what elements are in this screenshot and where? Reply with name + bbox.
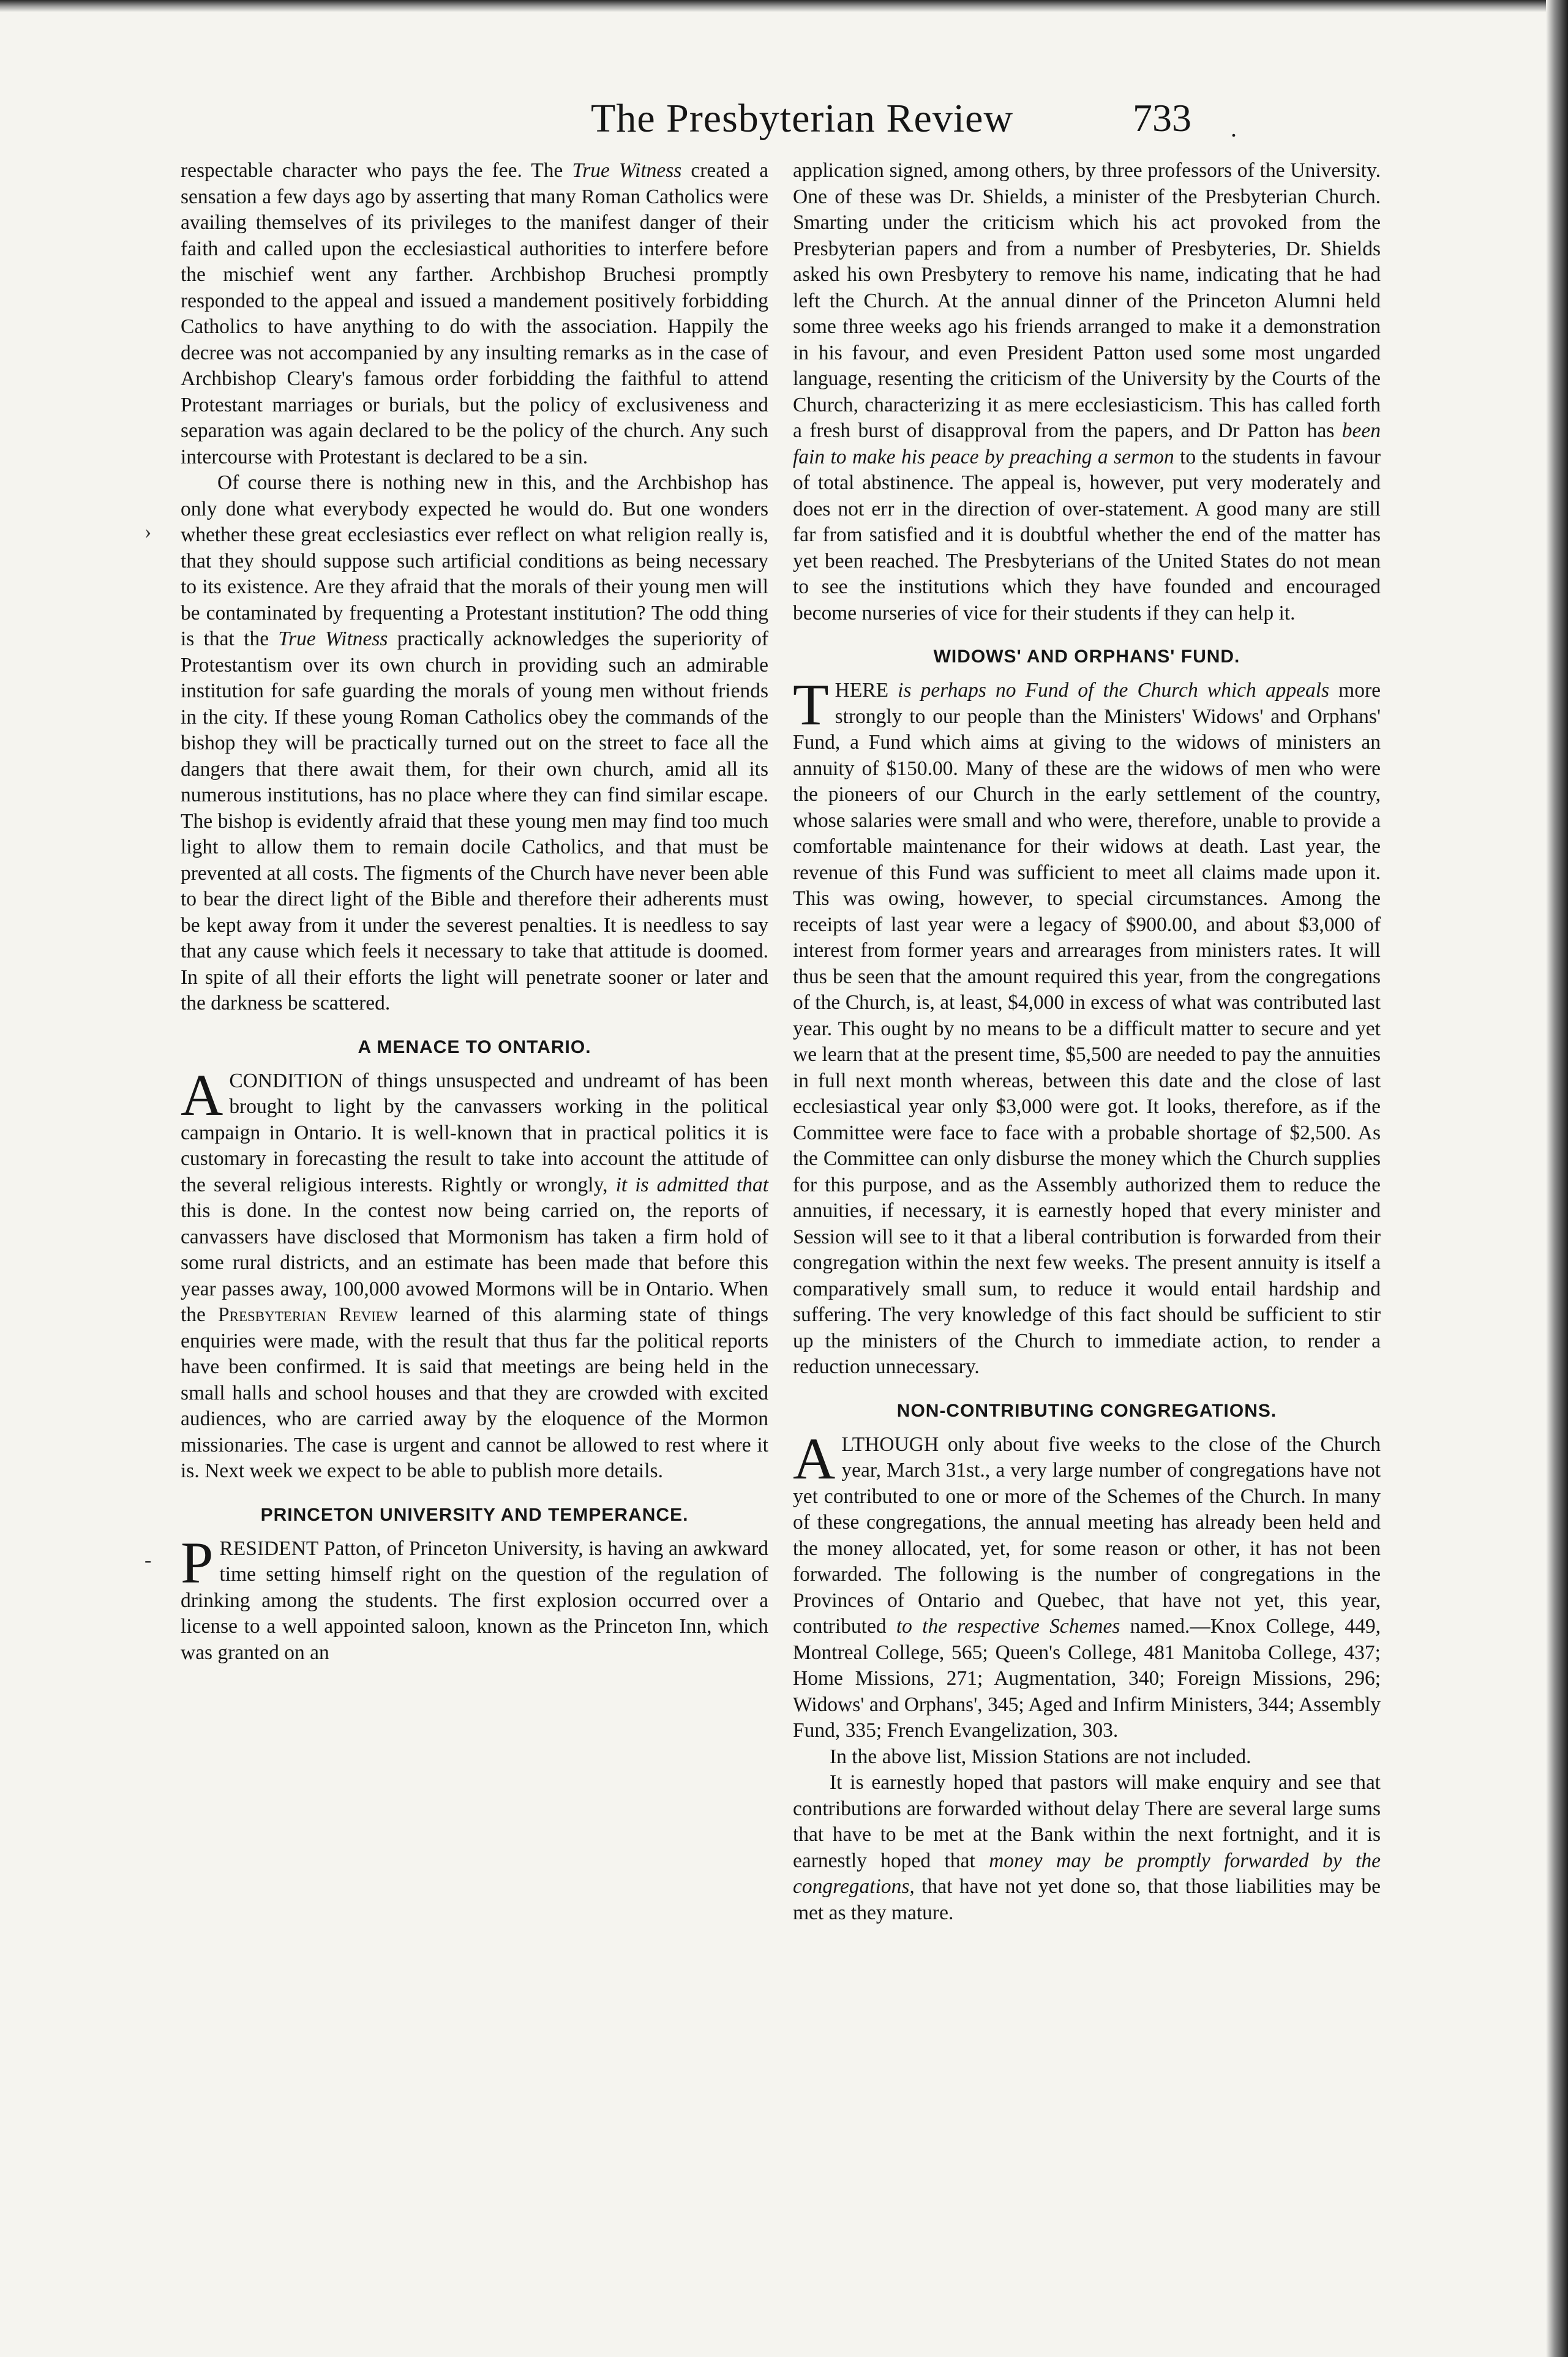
paragraph: respectable character who pays the fee. The True Witness created a sensation a few days ago by asserting that many Roman Catholics were availing themselves of its privileges to the manifest danger of their faith and called upon the ecclesiastical authorities to interfere before the mischief went any farther. Archbishop Bruchesi promptly responded to the appeal and issued a mandement positively forbidding Catholics to have anything to do with the association. Happily the decree was not accompanied by any insulting remarks as in the case of Archbishop Cleary's famous order forbidding the faithful to attend Protestant marriages or burials, but the policy of exclusiveness and separation was again declared to be the policy of the church. Any such intercourse with Protestant is declared to be a sin. (181, 159, 768, 468)
section-heading-ontario: A MENACE TO ONTARIO. (358, 1036, 591, 1057)
drop-cap: T (793, 672, 829, 737)
running-title: The Presbyterian Review (591, 96, 1014, 141)
page-number: 733 (1133, 96, 1191, 140)
paragraph: Of course there is nothing new in this, and the Archbishop has only done what everybody expected he would do. But one wonders whether these great ecclesiastics ever reflect on what religion really is, that they should suppose such artificial conditions as being necessary to its existence. Are they afraid that the morals of their young men will be contaminated by frequenting a Protestant institution? The odd thing is that the True Witness practically acknowledges the superiority of Protestantism over its own church in providing such an admirable institution for safe guarding the morals of young men without friends in the city. If these young Roman Catholics obey the commands of the bishop they will be practically turned out on the street to face all the dangers that there await them, for their own church, amid all its numerous institutions, has no place where they can find similar escape. The bishop is evidently afraid that these young men may find too much light to allow them to remain docile Catholics, and that must be prevented at all costs. The figments of the Church have never been able to bear the direct light of the Bible and therefore their adherents must be kept away from it under the severest penalties. It is needless to say that any cause which feels it necessary to take that attitude is doomed. In spite of all their efforts the light will penetrate sooner or later and the darkness be scattered. (181, 471, 768, 1014)
paragraph: ALTHOUGH only about five weeks to the close of the Church year, March 31st., a very large number of congregations have not yet contributed to one or more of the Schemes of the Church. In many of these congregations, the annual meeting has already been held and the money allocated, yet, for some reason or other, it has not been forwarded. The following is the number of congregations in the Provinces of Ontario and Quebec, that have not yet, this year, contributed to the respective Schemes named.—Knox College, 449, Montreal College, 565; Queen's College, 481 Manitoba College, 437; Home Missions, 271; Augmentation, 340; Foreign Missions, 296; Widows' and Orphans', 345; Aged and Infirm Ministers, 344; Assembly Fund, 335; French Evangelization, 303. (793, 1425, 1381, 1742)
left-column (181, 158, 768, 1666)
margin-mark: - (144, 1549, 152, 1572)
drop-cap: A (181, 1062, 223, 1128)
drop-cap: P (181, 1529, 214, 1595)
section-heading-noncontributing: NON-CONTRIBUTING CONGREGATIONS. (896, 1400, 1277, 1421)
scan-edge-right (1546, 0, 1568, 2357)
paragraph: In the above list, Mission Stations are not included. (830, 1745, 1251, 1768)
margin-mark: › (144, 520, 152, 543)
page-header (0, 92, 1568, 147)
right-column (793, 158, 1381, 1926)
section-heading-widows: WIDOWS' AND ORPHANS' FUND. (933, 646, 1240, 667)
paragraph: ACONDITION of things unsuspected and undreamt of has been brought to light by the canvassers working in the political campaign in Ontario. It is well-known that in practical politics it is customary in forecasting the result to take into account the attitude of the several religious interests. Rightly or wrongly, it is admitted that this is done. In the contest now being carried on, the reports of canvassers have disclosed that Mormonism has taken a firm hold of some rural districts, and an estimate has been made that before this year passes away, 100,000 avowed Mormons will be in Ontario. When the Presbyterian Review learned of this alarming state of things enquiries were made, with the result that thus far the political reports have been confirmed. It is said that meetings are being held in the small halls and school houses and that they are crowded with excited audiences, who are carried away by the eloquence of the Mormon missionaries. The case is urgent and cannot be allowed to rest where it is. Next week we expect to be able to publish more details. (181, 1062, 769, 1482)
paragraph: PRESIDENT Patton, of Princeton University, is having an awkward time setting himself right on the question of the regulation of drinking among the students. The first explosion occurred over a license to a well appointed saloon, known as the Princeton Inn, which was granted on an (181, 1529, 768, 1664)
header-dot: . (1231, 114, 1237, 142)
paragraph: application signed, among others, by three professors of the University. One of these was Dr. Shields, a minister of the Presbyterian Church. Smarting under the criticism which his act provoked from the Presbyterian papers and from a number of Presbyteries, Dr. Shields asked his own Presbytery to remove his name, indicating that he had left the Church. At the annual dinner of the Princeton Alumni held some three weeks ago his friends arranged to make it a demonstration in his favour, and even President Patton used some most ungarded language, resenting the criticism of the University by the Courts of the Church, characterizing it as mere ecclesiasticism. This has called forth a fresh burst of disapproval from the papers, and Dr Patton has been fain to make his peace by preaching a sermon to the students in favour of total abstinence. The appeal is, however, put very moderately and does not err in the direction of over-statement. A good many are still far from satisfied and it is doubtful whether the end of the matter has yet been reached. The Presbyterians of the United States do not mean to see the institutions which they have founded and encouraged become nurseries of vice for their students if they can help it. (793, 159, 1381, 624)
paragraph: THERE is perhaps no Fund of the Church which appeals more strongly to our people than the Ministers' Widows' and Orphans' Fund, a Fund which aims at giving to the widows of ministers an annuity of $150.00. Many of these are the widows of men who were the pioneers of our Church in the early settlement of the country, whose salaries were small and who were, therefore, unable to provide a comfortable maintenance for their widows at death. Last year, the revenue of this Fund was sufficient to meet all claims made upon it. This was owing, however, to special circumstances. Among the receipts of last year were a legacy of $900.00, and about $3,000 of interest from former years and arrearages from ministers rates. It will thus be seen that the amount required this year, from the congregations of the Church, is, at least, $4,000 in excess of what was contributed last year. This ought by no means to be a difficult matter to secure and yet we learn that at the present time, $5,500 are needed to pay the annuities in full next month whereas, between this date and the close of last ecclesiastical year only $3,000 were got. It looks, therefore, as if the Committee were face to face with a probable shortage of $2,500. As the Committee can only disburse the money which the Church supplies for this purpose, and as the Assembly authorized them to reduce the annuities, if necessary, it is earnestly hoped that every minister and Session will see to it that a liberal contribution is forwarded from their congregation within the next few weeks. The present annuity is itself a comparatively small sum, to reduce it would entail hardship and suffering. The very knowledge of this fact should be sufficient to stir up the ministers of the Church to immediate action, to render a reduction unnecessary. (793, 672, 1381, 1378)
section-heading-princeton: PRINCETON UNIVERSITY AND TEMPERANCE. (260, 1504, 689, 1525)
drop-cap: A (793, 1425, 836, 1491)
paragraph: It is earnestly hoped that pastors will make enquiry and see that contributions are forwarded without delay There are several large sums that have to be met at the Bank within the next fortnight, and it is earnestly hoped that money may be promptly forwarded by the congregations, that have not yet done so, that those liabilities may be met as they mature. (793, 1771, 1381, 1924)
scan-edge-top (0, 0, 1568, 12)
